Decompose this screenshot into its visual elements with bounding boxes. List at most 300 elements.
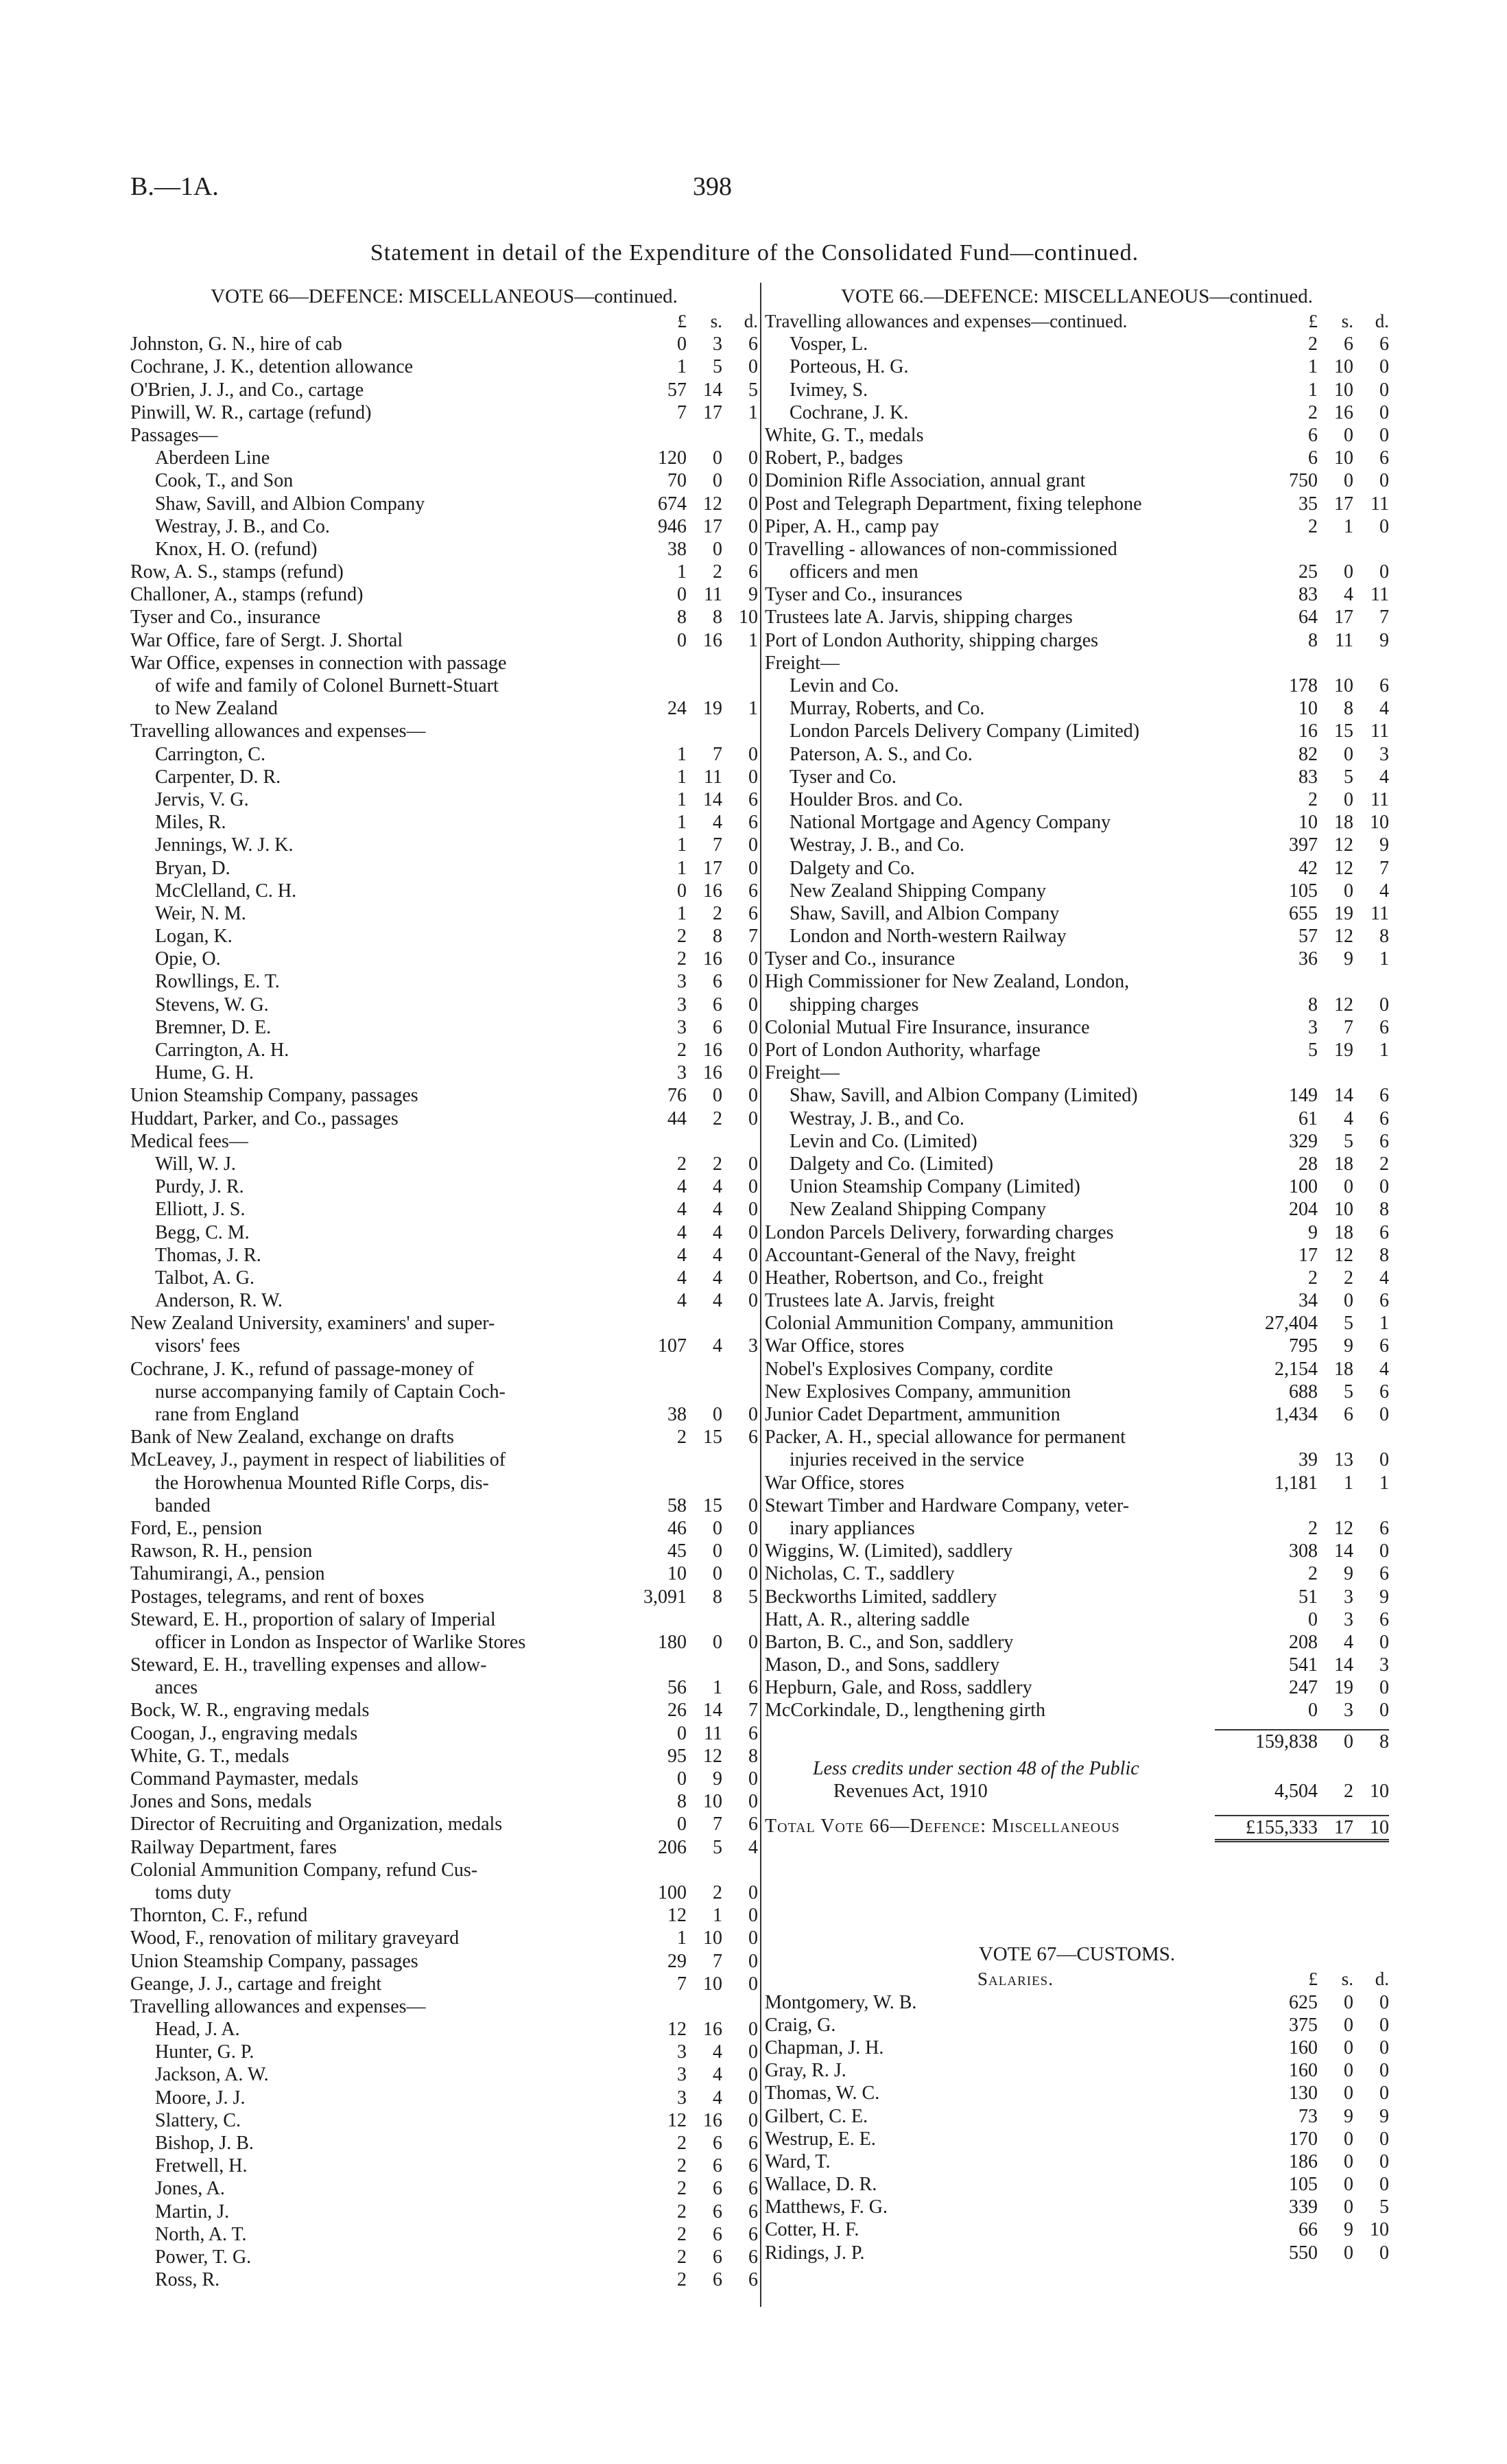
amount-pence: 0 — [748, 2019, 758, 2041]
entry-amount — [1215, 1267, 1389, 1289]
amount-shillings: 6 — [1344, 1404, 1353, 1425]
ledger-row — [130, 1381, 758, 1403]
amount-pounds: 1 — [677, 788, 687, 810]
entry-description: Dalgety and Co. — [790, 857, 915, 879]
entry-description: High Commissioner for New Zealand, London, — [765, 971, 1130, 993]
amount-pence: 0 — [748, 1791, 758, 1813]
salaries-header-row — [765, 1968, 1389, 1991]
amount-pence: 0 — [748, 743, 758, 765]
amount-pence: 0 — [748, 1973, 758, 1995]
entry-amount — [1215, 1608, 1389, 1631]
amount-shillings: 0 — [1344, 2014, 1353, 2036]
ledger-row — [130, 1517, 758, 1540]
amount-pounds: 2 — [677, 2269, 687, 2291]
amount-pence: 6 — [1379, 1221, 1389, 1243]
ledger-row — [130, 1426, 758, 1448]
entry-description: McClelland, C. H. — [155, 880, 297, 902]
entry-amount — [1215, 1244, 1389, 1267]
entry-description: War Office, stores — [765, 1335, 905, 1357]
ledger-row — [765, 994, 1389, 1016]
amount-pounds: 57 — [667, 379, 687, 401]
amount-pence: 11 — [1370, 493, 1389, 515]
amount-pence: 5 — [748, 379, 758, 401]
ledger-row — [130, 1472, 758, 1494]
amount-shillings: 6 — [1344, 333, 1353, 355]
amount-pounds: 6 — [1308, 424, 1318, 446]
amount-shillings: 0 — [713, 447, 722, 469]
amount-pence: 0 — [1379, 515, 1389, 537]
amount-pence: 0 — [1379, 1991, 1389, 2013]
amount-pence: 0 — [1379, 2242, 1389, 2264]
ledger-row — [130, 1995, 758, 2018]
ledger-row — [130, 1175, 758, 1198]
amount-shillings: 11 — [704, 584, 722, 606]
ledger-row — [765, 538, 1389, 561]
amount-pence: 7 — [1379, 857, 1389, 879]
entry-description: Wallace, D. R. — [765, 2174, 877, 2196]
entry-description: banded — [155, 1494, 211, 1516]
amount-pounds: 2 — [677, 926, 687, 948]
ledger-row — [765, 1631, 1389, 1654]
amount-pounds: 38 — [667, 538, 687, 560]
amount-pounds: 247 — [1289, 1677, 1318, 1699]
amount-shillings: 18 — [1334, 1153, 1353, 1175]
amount-pounds: 76 — [667, 1085, 687, 1107]
amount-shillings: 4 — [713, 1176, 722, 1198]
entry-amount — [1215, 2014, 1389, 2037]
ledger-row — [765, 720, 1389, 742]
amount-shillings: 15 — [703, 1427, 722, 1448]
entry-amount — [1215, 1016, 1389, 1039]
entry-amount — [1215, 2082, 1389, 2104]
ledger-row — [765, 1403, 1389, 1426]
vote-66-title-right: VOTE 66.—DEFENCE: MISCELLANEOUS—continued. — [841, 285, 1313, 307]
entry-amount — [1215, 333, 1389, 355]
amount-pence: 6 — [1379, 1517, 1389, 1539]
right-column — [765, 283, 1389, 2264]
amount-shillings: 12 — [703, 493, 722, 515]
ledger-row — [765, 880, 1389, 902]
entry-description: Hatt, A. R., altering saddle — [765, 1608, 970, 1630]
ledger-row — [765, 1153, 1389, 1175]
amount-shillings: 2 — [1344, 1267, 1353, 1289]
amount-shillings: 2 — [713, 902, 722, 924]
amount-pounds: 149 — [1289, 1085, 1318, 1107]
amount-pence: 0 — [748, 1085, 758, 1107]
amount-shillings: 0 — [1344, 2128, 1353, 2150]
amount-shillings: 19 — [1334, 1040, 1353, 1061]
entry-description: National Mortgage and Agency Company — [790, 812, 1111, 834]
entry-amount — [1215, 629, 1389, 652]
amount-shillings: 0 — [713, 538, 722, 560]
entry-description: Chapman, J. H. — [765, 2037, 884, 2058]
amount-shillings: 2 — [713, 1107, 722, 1129]
amount-pounds: 2 — [677, 2201, 687, 2222]
less-credits-row-1 — [765, 1757, 1389, 1780]
entry-description: Beckworths Limited, saddlery — [765, 1586, 997, 1608]
amount-shillings: 17 — [703, 515, 722, 537]
ledger-row — [130, 1540, 758, 1562]
amount-shillings: 10 — [703, 1927, 722, 1949]
entry-amount — [584, 1335, 758, 1357]
entry-description: Bock, W. R., engraving medals — [130, 1700, 370, 1722]
ledger-row — [765, 925, 1389, 948]
amount-pounds: 3 — [677, 2087, 687, 2109]
ledger-row — [130, 2246, 758, 2268]
entry-description: Union Steamship Company, passages — [130, 1950, 418, 1972]
entry-description: Barton, B. C., and Son, saddlery — [765, 1631, 1014, 1653]
amount-shillings: 5 — [713, 356, 722, 378]
amount-pence: 6 — [748, 333, 758, 355]
entry-amount — [1215, 1084, 1389, 1107]
entry-description: Dalgety and Co. (Limited) — [790, 1153, 994, 1175]
ledger-row — [765, 902, 1389, 925]
amount-pence: 6 — [748, 561, 758, 583]
entry-amount — [584, 1699, 758, 1722]
entry-description: Cochrane, J. K. — [790, 401, 909, 423]
amount-pence: 11 — [1370, 902, 1389, 924]
entry-description: Jervis, V. G. — [155, 788, 249, 810]
amount-shillings: 4 — [1344, 1631, 1353, 1653]
pounds-header: £ — [1308, 311, 1318, 331]
amount-pounds: 1 — [677, 356, 687, 378]
amount-shillings: 12 — [1334, 1244, 1353, 1266]
ledger-row — [130, 333, 758, 355]
amount-pounds: 120 — [658, 447, 687, 469]
amount-shillings: 10 — [703, 1973, 722, 1995]
ledger-row — [130, 606, 758, 629]
amount-pence: 0 — [748, 1517, 758, 1539]
amount-shillings: 0 — [1344, 470, 1353, 492]
entry-description: Tyser and Co., insurance — [765, 948, 956, 970]
amount-pounds: 2 — [1308, 1563, 1318, 1585]
amount-pounds: 7 — [677, 401, 687, 423]
entry-amount — [1215, 788, 1389, 811]
entry-amount — [584, 2201, 758, 2223]
amount-pence: 0 — [1379, 2060, 1389, 2082]
amount-shillings: 0 — [1344, 1176, 1353, 1198]
amount-pence: 0 — [748, 2041, 758, 2063]
amount-shillings: 12 — [703, 1745, 722, 1767]
ledger-row — [130, 1586, 758, 1608]
amount-pounds: 107 — [658, 1335, 687, 1357]
entry-description: Porteous, H. G. — [790, 356, 909, 378]
entry-amount — [1215, 1540, 1389, 1562]
ledger-row — [130, 1358, 758, 1381]
amount-pounds: 3 — [677, 994, 687, 1016]
entry-description: rane from England — [155, 1404, 299, 1425]
amount-pounds: 12 — [667, 2109, 687, 2131]
ledger-row — [130, 469, 758, 492]
amount-shillings: 0 — [713, 1085, 722, 1107]
amount-shillings: 4 — [713, 2087, 722, 2109]
amount-shillings: 9 — [1344, 1563, 1353, 1585]
amount-pence: 9 — [748, 584, 758, 606]
entry-description: Will, W. J. — [155, 1153, 236, 1175]
entry-description: Cochrane, J. K., detention allowance — [130, 356, 414, 378]
amount-pounds: 0 — [677, 629, 687, 651]
ledger-row — [765, 1699, 1389, 1722]
entry-description: Talbot, A. G. — [155, 1267, 255, 1289]
amount-pence: 0 — [1379, 1449, 1389, 1471]
ledger-row — [130, 766, 758, 788]
ledger-row — [130, 2109, 758, 2132]
entry-amount — [1215, 1562, 1389, 1585]
amount-pence: 1 — [1379, 948, 1389, 970]
ledger-row — [765, 2128, 1389, 2150]
amount-shillings: 0 — [1344, 2037, 1353, 2058]
entry-description: Freight— — [765, 652, 840, 674]
amount-shillings: 0 — [1344, 424, 1353, 446]
ledger-row — [765, 834, 1389, 856]
entry-description: Wood, F., renovation of military graveyard — [130, 1927, 460, 1949]
ledger-row — [130, 1654, 758, 1676]
shillings-header: s. — [710, 311, 722, 331]
amount-shillings: 5 — [1344, 1313, 1353, 1335]
entry-description: Westray, J. B., and Co. — [155, 515, 330, 537]
entry-amount — [584, 1881, 758, 1904]
amount-shillings: 18 — [1334, 812, 1353, 834]
entry-amount — [584, 925, 758, 948]
amount-shillings: 6 — [713, 2269, 722, 2291]
amount-shillings: 0 — [1344, 2150, 1353, 2172]
amount-pence: 0 — [748, 857, 758, 879]
amount-pence: 6 — [748, 902, 758, 924]
amount-pence: 0 — [748, 1040, 758, 1061]
entry-amount — [584, 1745, 758, 1768]
ledger-row — [130, 970, 758, 993]
entry-amount — [1215, 2196, 1389, 2218]
amount-pounds: 82 — [1298, 743, 1318, 765]
entry-description: Post and Telegraph Department, fixing telephone — [765, 493, 1142, 515]
amount-shillings: 5 — [1344, 1381, 1353, 1403]
entry-amount — [584, 1973, 758, 1995]
ledger-row — [765, 1494, 1389, 1517]
amount-pence: 6 — [1379, 1016, 1389, 1038]
amount-shillings: 6 — [713, 2155, 722, 2177]
amount-shillings: 16 — [703, 629, 722, 651]
entry-amount — [584, 1494, 758, 1517]
amount-pounds: 2 — [677, 2178, 687, 2200]
column-divider — [760, 283, 761, 2307]
entry-amount — [584, 2132, 758, 2155]
amount-shillings: 19 — [1334, 1677, 1353, 1699]
entry-description: Slattery, C. — [155, 2109, 241, 2131]
entry-description: Shaw, Savill, and Albion Company — [155, 493, 425, 515]
amount-shillings: 7 — [1344, 1016, 1353, 1038]
entry-description: Gray, R. J. — [765, 2060, 846, 2082]
ledger-row — [130, 1859, 758, 1881]
amount-pounds: 2 — [1308, 1517, 1318, 1539]
entry-amount — [584, 1107, 758, 1130]
ledger-row — [130, 1699, 758, 1722]
entry-amount — [584, 1244, 758, 1267]
amount-pence: 11 — [1370, 788, 1389, 810]
entry-description: Cotter, H. F. — [765, 2219, 859, 2241]
amount-shillings: 16 — [703, 2109, 722, 2131]
entry-amount — [584, 2109, 758, 2132]
ledger-row — [130, 788, 758, 811]
amount-pence: 4 — [1379, 698, 1389, 720]
amount-shillings: 0 — [1344, 788, 1353, 810]
ledger-row — [130, 857, 758, 880]
entry-description: Shaw, Savill, and Albion Company (Limited) — [790, 1085, 1138, 1107]
entry-amount — [584, 880, 758, 902]
less-credits-pounds: 4,504 — [1274, 1781, 1318, 1802]
amount-pounds: 1 — [677, 766, 687, 788]
entry-description: Trustees late A. Jarvis, freight — [765, 1290, 995, 1312]
entry-description: London Parcels Delivery Company (Limited) — [790, 720, 1140, 742]
amount-shillings: 3 — [1344, 1700, 1353, 1722]
ledger-row — [765, 2173, 1389, 2196]
amount-pounds: 61 — [1298, 1107, 1318, 1129]
entry-description: Stevens, W. G. — [155, 994, 269, 1016]
entry-amount — [584, 2246, 758, 2268]
amount-pounds: 1 — [677, 834, 687, 856]
amount-shillings: 14 — [1334, 1654, 1353, 1676]
amount-pounds: 58 — [667, 1494, 687, 1516]
amount-shillings: 0 — [1344, 1290, 1353, 1312]
entry-description: Jackson, A. W. — [155, 2064, 269, 2086]
amount-pence: 0 — [1379, 994, 1389, 1016]
amount-pounds: 42 — [1298, 857, 1318, 879]
amount-pence: 6 — [1379, 1335, 1389, 1357]
amount-pence: 0 — [748, 1107, 758, 1129]
ledger-row — [130, 880, 758, 902]
amount-shillings: 0 — [1344, 561, 1353, 583]
ledger-row — [130, 1312, 758, 1335]
amount-pounds: 57 — [1298, 926, 1318, 948]
amount-pounds: 10 — [1298, 812, 1318, 834]
entry-description: Rawson, R. H., pension — [130, 1540, 313, 1562]
amount-pence: 1 — [748, 629, 758, 651]
ledger-row — [130, 1016, 758, 1039]
amount-pence: 0 — [748, 1540, 758, 1562]
entry-amount — [584, 1540, 758, 1562]
ledger-row — [130, 1448, 758, 1471]
left-column — [130, 283, 758, 2291]
amount-shillings: 2 — [713, 561, 722, 583]
amount-pence: 6 — [748, 1722, 758, 1744]
ledger-row — [130, 629, 758, 652]
amount-pence: 0 — [748, 1404, 758, 1425]
customs-salary-rows — [765, 1991, 1389, 2264]
amount-shillings: 0 — [1344, 880, 1353, 902]
amount-pounds: 9 — [1308, 1221, 1318, 1243]
amount-pence: 1 — [1379, 1472, 1389, 1494]
amount-pounds: 186 — [1289, 2150, 1318, 2172]
amount-pounds: 27,404 — [1265, 1313, 1318, 1335]
amount-pounds: 160 — [1289, 2060, 1318, 2082]
shillings-header: s. — [1341, 311, 1353, 331]
entry-amount — [584, 1927, 758, 1949]
amount-shillings: 8 — [713, 926, 722, 948]
amount-shillings: 4 — [713, 812, 722, 834]
ledger-row — [130, 925, 758, 948]
amount-pence: 0 — [748, 1905, 758, 1927]
amount-pounds: 105 — [1289, 2174, 1318, 2196]
amount-pounds: 10 — [1298, 698, 1318, 720]
entry-description: Westray, J. B., and Co. — [790, 1107, 964, 1129]
amount-pence: 0 — [1379, 1540, 1389, 1562]
amount-pounds: 3 — [677, 1062, 687, 1084]
amount-shillings: 12 — [1334, 926, 1353, 948]
entry-amount — [1215, 355, 1389, 378]
ledger-row — [130, 743, 758, 766]
amount-pounds: 2 — [677, 2223, 687, 2245]
ledger-row — [765, 515, 1389, 538]
entry-description: Bishop, J. B. — [155, 2133, 254, 2154]
amount-shillings: 14 — [703, 1700, 722, 1722]
amount-pence: 1 — [1379, 1313, 1389, 1335]
amount-pence: 0 — [748, 1927, 758, 1949]
ledger-row — [765, 561, 1389, 583]
entry-description: Thomas, J. R. — [155, 1244, 261, 1266]
amount-pence: 6 — [748, 1814, 758, 1835]
entry-description: Hepburn, Gale, and Ross, saddlery — [765, 1677, 1032, 1699]
amount-pounds: 4 — [677, 1267, 687, 1289]
entry-description: Levin and Co. — [790, 675, 899, 696]
ledger-row — [765, 1517, 1389, 1540]
ledger-row — [130, 1790, 758, 1813]
entry-description: Ridings, J. P. — [765, 2242, 865, 2264]
entry-amount — [1215, 811, 1389, 834]
entry-description: Huddart, Parker, and Co., passages — [130, 1107, 399, 1129]
entry-description: Jones, A. — [155, 2178, 225, 2200]
entry-amount — [1215, 1654, 1389, 1676]
ledger-row — [765, 424, 1389, 447]
ledger-row — [765, 1289, 1389, 1312]
ledger-row — [130, 1198, 758, 1221]
amount-pounds: 8 — [1308, 629, 1318, 651]
ledger-row — [765, 1130, 1389, 1153]
ledger-row — [765, 652, 1389, 674]
amount-shillings: 12 — [1334, 994, 1353, 1016]
amount-pounds: 308 — [1289, 1540, 1318, 1562]
amount-pounds: 1 — [677, 561, 687, 583]
ledger-row — [130, 1289, 758, 1312]
ledger-row — [765, 1358, 1389, 1381]
amount-shillings: 6 — [713, 2223, 722, 2245]
amount-shillings: 12 — [1334, 1517, 1353, 1539]
amount-pence: 9 — [1379, 1586, 1389, 1608]
entry-description: White, G. T., medals — [765, 424, 924, 446]
ledger-row — [765, 1244, 1389, 1267]
right-ledger-rows — [765, 333, 1389, 1722]
entry-amount — [1215, 2218, 1389, 2241]
ledger-row — [130, 379, 758, 401]
entry-amount — [584, 561, 758, 583]
amount-pence: 6 — [748, 2133, 758, 2154]
amount-pounds: 946 — [658, 515, 687, 537]
amount-pence: 6 — [1379, 1290, 1389, 1312]
entry-amount — [584, 948, 758, 970]
amount-shillings: 9 — [713, 1768, 722, 1790]
ledger-row — [765, 2059, 1389, 2082]
entry-amount — [584, 1267, 758, 1289]
total-vote-66-row — [765, 1815, 1389, 1838]
entry-description: Colonial Ammunition Company, refund Cus- — [130, 1859, 478, 1881]
entry-amount — [584, 1813, 758, 1835]
amount-pounds: 1,434 — [1274, 1404, 1318, 1425]
amount-pounds: 208 — [1289, 1631, 1318, 1653]
entry-description: Martin, J. — [155, 2201, 230, 2222]
ledger-row — [765, 1221, 1389, 1244]
entry-amount — [584, 1198, 758, 1221]
amount-pence: 0 — [748, 1631, 758, 1653]
amount-pence: 0 — [1379, 1404, 1389, 1425]
amount-shillings: 16 — [703, 2019, 722, 2041]
